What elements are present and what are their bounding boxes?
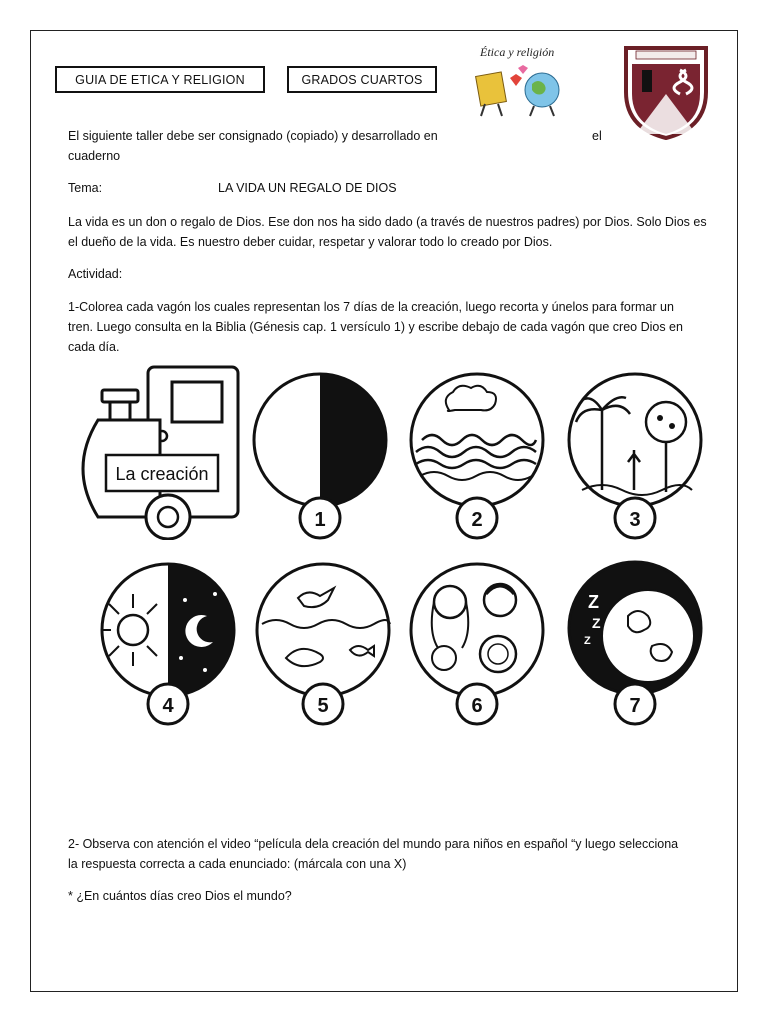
star-icon bbox=[213, 592, 217, 596]
darkness-half-icon bbox=[320, 374, 386, 506]
sleep-z-icon: Z bbox=[588, 592, 599, 612]
school-shield-logo bbox=[620, 42, 712, 142]
woman-face-icon bbox=[434, 586, 466, 618]
activity1-line-3: cada día. bbox=[68, 340, 120, 354]
activity2-line-1: 2- Observa con atención el video “película dela creación del mundo para niños en español “y luego selecciona bbox=[68, 837, 679, 851]
paragraph-line-1: La vida es un don o regalo de Dios. Ese don nos ha sido dado (a través de nuestros padres) por Dios. Solo Dios es bbox=[68, 215, 707, 229]
paragraph-line-2: el dueño de la vida. Es nuestro deber cuidar, respetar y valorar todo lo creado por Dios. bbox=[68, 235, 553, 249]
topic-label: Tema: bbox=[68, 181, 103, 195]
guide-title: GUIA DE ETICA Y RELIGION bbox=[75, 72, 245, 87]
lion-face-icon bbox=[488, 644, 508, 664]
wagon-circle bbox=[257, 564, 389, 696]
day-badge bbox=[300, 498, 340, 538]
grade-label: GRADOS CUARTOS bbox=[301, 72, 423, 87]
wagon-day-2 bbox=[404, 370, 550, 540]
engine-label: La creación bbox=[115, 464, 209, 484]
cat-icon bbox=[432, 646, 456, 670]
train-engine bbox=[62, 362, 244, 540]
question-1: * ¿En cuántos días creo Dios el mundo? bbox=[68, 889, 292, 903]
day-badge bbox=[457, 498, 497, 538]
wagon-day-4 bbox=[95, 558, 241, 730]
wagon-day-5 bbox=[250, 558, 396, 730]
fruit-icon bbox=[657, 415, 663, 421]
day-badge bbox=[615, 684, 655, 724]
wagon-day-6 bbox=[404, 558, 550, 730]
torch-icon bbox=[642, 70, 652, 92]
day-number: 2 bbox=[471, 509, 483, 531]
heart-icon bbox=[510, 74, 522, 86]
activity2-line-2: la respuesta correcta a cada enunciado: (márcala con una X) bbox=[68, 857, 407, 871]
day-badge bbox=[148, 684, 188, 724]
day-badge bbox=[303, 684, 343, 724]
logo-text: Ética y religión bbox=[480, 45, 555, 59]
wagon-day-3 bbox=[562, 370, 708, 540]
night-half-icon bbox=[168, 564, 234, 696]
topic-value: LA VIDA UN REGALO DE DIOS bbox=[218, 181, 397, 195]
fish-icon bbox=[350, 646, 374, 656]
etica-religion-logo bbox=[470, 42, 580, 122]
star-icon bbox=[203, 668, 207, 672]
sun-icon bbox=[118, 615, 148, 645]
intro-line-1: El siguiente taller debe ser consignado (copiado) y desarrollado en bbox=[68, 129, 438, 143]
star-icon bbox=[183, 598, 187, 602]
activity-label: Actividad: bbox=[68, 267, 123, 281]
tree-crown-icon bbox=[646, 402, 686, 442]
chimney-top-icon bbox=[102, 390, 138, 402]
wagon-day-7 bbox=[562, 556, 708, 730]
day-badge bbox=[457, 684, 497, 724]
cab-window bbox=[172, 382, 222, 422]
intro-line-1-end: el bbox=[592, 129, 602, 143]
fruit-icon bbox=[669, 423, 675, 429]
heart-icon bbox=[518, 65, 528, 74]
day-number: 6 bbox=[471, 695, 483, 717]
day-number: 7 bbox=[629, 695, 641, 717]
man-face-icon bbox=[484, 584, 516, 616]
wagon-circle bbox=[411, 564, 543, 696]
sleep-z-icon: Z bbox=[592, 615, 601, 631]
earth-icon bbox=[602, 590, 694, 682]
book-icon bbox=[476, 72, 507, 106]
intro-line-2: cuaderno bbox=[68, 149, 121, 163]
activity1-line-1: 1-Colorea cada vagón los cuales representan los 7 días de la creación, luego recorta y únelos para formar un bbox=[68, 300, 674, 314]
wheel-hub-icon bbox=[158, 507, 178, 527]
day-number: 3 bbox=[629, 509, 641, 531]
day-number: 1 bbox=[314, 509, 326, 531]
shield-banner-icon bbox=[636, 51, 696, 59]
grade-box bbox=[287, 66, 437, 93]
wagon-day-1 bbox=[250, 370, 390, 540]
activity1-line-2: tren. Luego consulta en la Biblia (Génesis cap. 1 versículo 1) y escribe debajo de cada vagón que creo Dios en bbox=[68, 320, 683, 334]
day-number: 5 bbox=[317, 695, 329, 717]
sleep-z-icon: Z bbox=[584, 635, 591, 647]
day-number: 4 bbox=[162, 695, 174, 717]
star-icon bbox=[179, 656, 183, 660]
day-badge bbox=[615, 498, 655, 538]
guide-title-box bbox=[55, 66, 265, 93]
